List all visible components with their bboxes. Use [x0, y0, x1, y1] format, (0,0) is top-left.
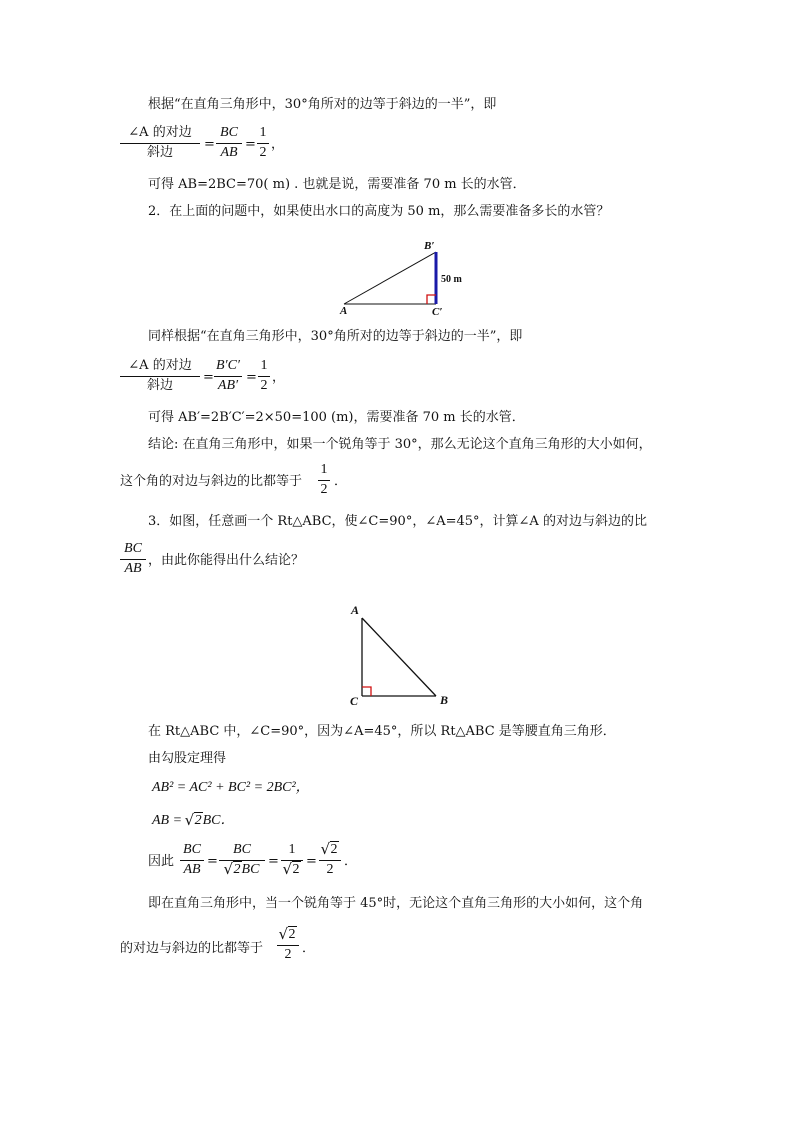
fraction-bc-ab: [120, 540, 146, 578]
sqrt-symbol: √ 2: [322, 841, 339, 859]
conclusion-2: 即在直角三角形中，当一个锐角等于 45°时，无论这个直角三角形的大小如何，这个角: [148, 896, 644, 911]
equals-sign: =: [246, 370, 257, 385]
equals-sign: =: [268, 854, 279, 869]
question-2: 2．在上面的问题中，如果使出水口的高度为 50 m，那么需要准备多长的水管？: [148, 204, 610, 219]
fraction-angle-opposite: [120, 124, 200, 162]
triangle-figure-2: [350, 610, 450, 710]
fraction-denominator: AB: [183, 862, 201, 877]
fraction-numerator: ∠A 的对边: [128, 358, 192, 373]
equals-sign: =: [245, 137, 256, 152]
fraction-denominator: 斜边: [146, 378, 173, 393]
fraction-denominator: 2: [259, 145, 267, 160]
fraction-denominator: 2: [284, 947, 292, 962]
sqrt-symbol: √ 2: [284, 861, 301, 879]
side-ab: [362, 618, 436, 696]
fraction-denominator: [281, 861, 303, 879]
conclusion-2-continued: 的对边与斜边的比都等于: [120, 941, 264, 956]
side-ab: [344, 252, 436, 304]
equals-sign: =: [203, 370, 214, 385]
fraction-bc-ab: [216, 124, 242, 162]
fraction-denominator: AB′: [217, 378, 239, 393]
fraction-numerator: ∠A 的对边: [128, 125, 192, 140]
fraction-numerator: BC: [220, 125, 238, 140]
label-point-b: B′: [424, 240, 435, 252]
fraction-denominator: 斜边: [146, 145, 173, 160]
text-line: 在 Rt△ABC 中，∠C=90°，因为∠A=45°，所以 Rt△ABC 是等腰直角三角形．: [148, 724, 616, 739]
therefore-label: 因此: [148, 854, 175, 869]
fraction-bc-ab: [180, 841, 204, 879]
question-3: 3．如图，任意画一个 Rt△ABC，使∠C=90°，∠A=45°，计算∠A 的对边与斜边的比: [148, 514, 647, 529]
fraction-sqrt2-2: [277, 926, 299, 964]
equation-rhs: BC．: [202, 813, 235, 828]
equals-sign: =: [306, 854, 317, 869]
fraction-numerator: 1: [260, 358, 268, 373]
fraction-bc-ab-prime: [214, 357, 242, 395]
equals-sign: =: [204, 137, 215, 152]
punctuation: ．: [344, 854, 358, 869]
sqrt-symbol: √ 2: [280, 926, 297, 944]
fraction-denominator: 2: [320, 482, 328, 497]
fraction-bc-sqrt2bc: [219, 841, 265, 879]
sqrt-symbol: √ 2: [225, 861, 242, 879]
fraction-1-sqrt2: [281, 841, 303, 879]
question-3-continued: ，由此你能得出什么结论？: [148, 553, 305, 568]
text-line: 根据“在直角三角形中，30°角所对的边等于斜边的一半”，即: [148, 97, 497, 112]
equation-pythagoras: AB² = AC² + BC² = 2BC²，: [152, 780, 310, 795]
label-point-c: C′: [432, 306, 443, 318]
right-angle-mark: [362, 687, 371, 696]
equation-ab-sqrt2-bc: [152, 812, 234, 830]
label-point-a: A: [340, 305, 348, 317]
punctuation: ．: [334, 474, 348, 489]
fraction-denominator: 2: [260, 378, 268, 393]
fraction-numerator: BC: [183, 842, 201, 857]
label-point-a: A: [351, 603, 360, 617]
punctuation: ．: [302, 941, 316, 956]
fraction-denominator: √ 2BC: [219, 861, 265, 879]
fraction-one-half: [318, 461, 330, 499]
conclusion-1: 结论: 在直角三角形中，如果一个锐角等于 30°，那么无论这个直角三角形的大小如何，: [148, 437, 652, 452]
punctuation: ，: [272, 370, 286, 385]
fraction-numerator: 1: [288, 842, 296, 857]
label-point-b: B: [440, 693, 449, 707]
label-point-c: C: [350, 694, 359, 708]
text-line: 同样根据“在直角三角形中，30°角所对的边等于斜边的一半”，即: [148, 329, 523, 344]
fraction-angle-opposite: [120, 357, 200, 395]
text-line: 可得 AB′=2B′C′=2×50=100 (m)，需要准备 70 m 长的水管．: [148, 410, 525, 425]
fraction-numerator: B′C′: [215, 358, 240, 373]
fraction-denominator: AB: [124, 561, 142, 576]
fraction-one-half: [258, 357, 270, 395]
equation-lhs: AB =: [152, 813, 183, 828]
sqrt-symbol: √ 2: [186, 812, 203, 830]
fraction-numerator: BC: [233, 842, 251, 857]
fraction-numerator: 1: [259, 125, 267, 140]
text-line: 可得 AB=2BC=70( m) . 也就是说，需要准备 70 m 长的水管．: [148, 177, 526, 192]
fraction-numerator: 1: [320, 462, 328, 477]
fraction-numerator: BC: [124, 541, 142, 556]
conclusion-1-continued: 这个角的对边与斜边的比都等于: [120, 474, 303, 489]
fraction-denominator: 2: [326, 862, 334, 877]
punctuation: ，: [271, 137, 285, 152]
fraction-one-half: [257, 124, 269, 162]
equals-sign: =: [207, 854, 218, 869]
fraction-sqrt2-2: [319, 841, 341, 879]
fraction-denominator: AB: [220, 145, 238, 160]
text-line: 由勾股定理得: [148, 751, 227, 766]
fraction-numerator: [319, 841, 341, 859]
fraction-numerator: [277, 926, 299, 944]
label-length: 50 m: [441, 274, 462, 285]
